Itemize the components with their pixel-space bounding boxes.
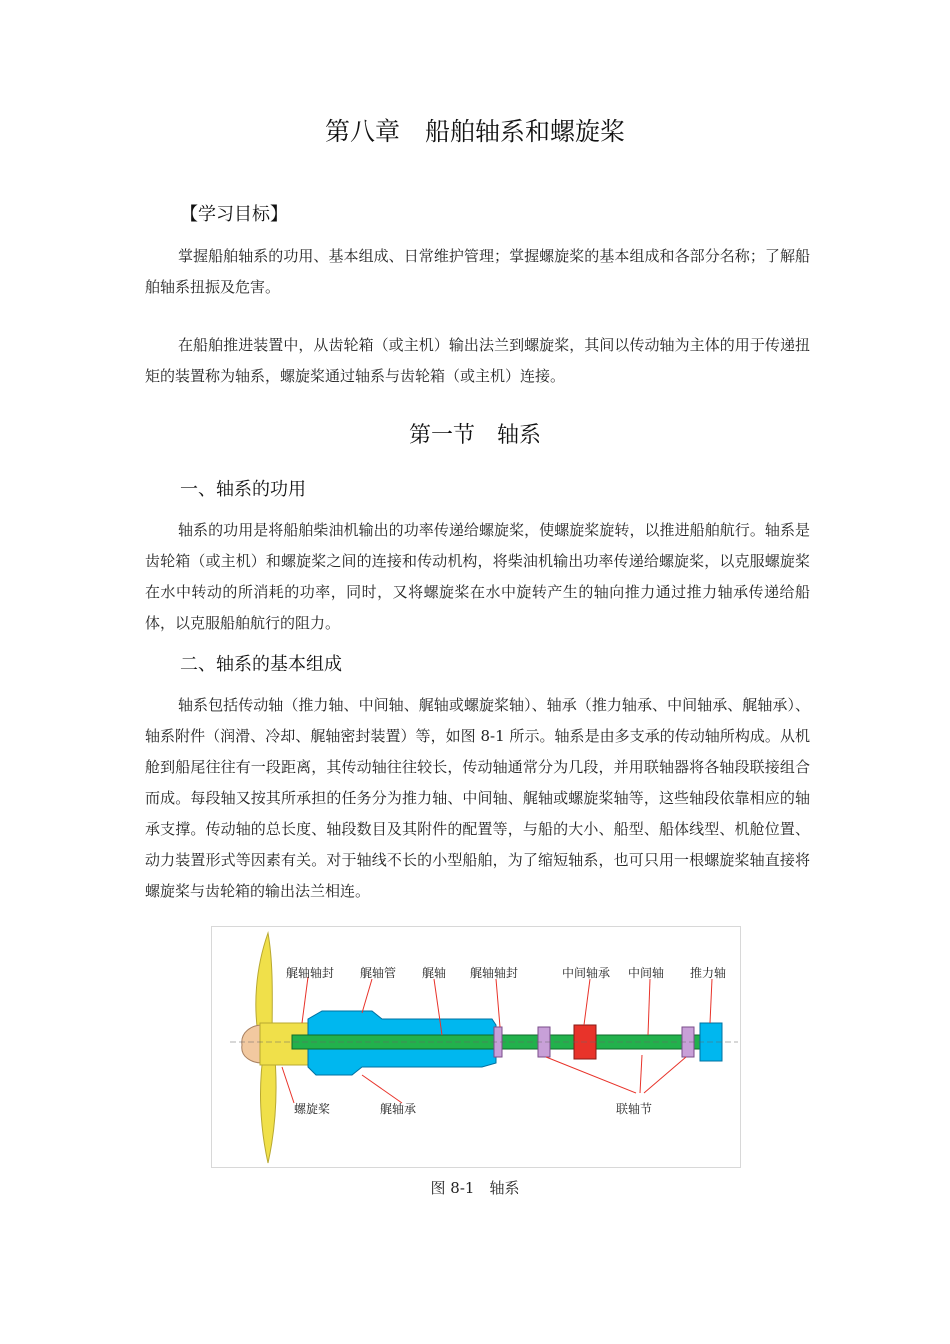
section-title: 第一节 轴系 xyxy=(408,423,541,448)
composition-paragraph: 轴系包括传动轴（推力轴、中间轴、艉轴或螺旋桨轴）、轴承（推力轴承、中间轴承、艉轴承）、轴系附件（润滑、冷却、艉轴密封装置）等，如图 8-1 所示。轴系是由多支承的传动轴所构成。从机舱到船尾往往有一段距离，其传动轴往往较长，传动轴通常分为几段，并用联轴器将各轴段联接组合而成。每段轴又按其所承担的任务分为推力轴、中间轴、艉轴或螺旋桨轴等，这些轴段依靠相应的轴承支撑。传动轴的总长度、轴段数目及其附件的配置等，与船的大小、船型、船体线型、机舱位置、动力装置形式等因素有关。对于轴线不长的小型船舶，为了缩短轴系，也可只用一根螺旋桨轴直接将螺旋桨与齿轮箱的输出法兰相连。 xyxy=(145,696,810,900)
subsection-heading-composition: 二、轴系的基本组成 xyxy=(180,654,342,675)
label-stern-tube: 艉轴管 xyxy=(360,966,397,980)
label-stern-seal: 艉轴轴封 xyxy=(286,966,335,980)
label-stern-shaft: 艉轴 xyxy=(422,966,447,980)
label-intermediate-bearing: 中间轴承 xyxy=(562,966,611,980)
label-stern-bearing: 艉轴承 xyxy=(380,1102,417,1116)
label-coupling: 联轴节 xyxy=(616,1102,653,1116)
shafting-diagram xyxy=(212,927,740,1167)
label-intermediate-shaft: 中间轴 xyxy=(628,966,665,980)
learning-goal-heading: 【学习目标】 xyxy=(180,204,288,225)
label-thrust-shaft: 推力轴 xyxy=(690,966,727,980)
function-paragraph: 轴系的功用是将船舶柴油机输出的功率传递给螺旋桨，使螺旋桨旋转，以推进船舶航行。轴系是齿轮箱（或主机）和螺旋桨之间的连接和传动机构，将柴油机输出功率传递给螺旋桨，以克服螺旋桨在水中转动的所消耗的功率，同时，又将螺旋桨在水中旋转产生的轴向推力通过推力轴承传递给船体，以克服船舶航行的阻力。 xyxy=(145,521,810,632)
figure-caption: 图 8-1 轴系 xyxy=(430,1179,520,1197)
label-propeller: 螺旋桨 xyxy=(294,1102,331,1116)
chapter-title: 第八章 船舶轴系和螺旋桨 xyxy=(324,117,625,146)
subsection-heading-function: 一、轴系的功用 xyxy=(180,479,306,500)
propeller-cap xyxy=(242,1025,262,1063)
label-stern-shaft-seal: 艉轴轴封 xyxy=(470,966,519,980)
intro-paragraph: 在船舶推进装置中，从齿轮箱（或主机）输出法兰到螺旋桨，其间以传动轴为主体的用于传递扭矩的装置称为轴系，螺旋桨通过轴系与齿轮箱（或主机）连接。 xyxy=(145,336,810,385)
shafting-figure xyxy=(211,926,741,1168)
learning-goal-text: 掌握船舶轴系的功用、基本组成、日常维护管理；掌握螺旋桨的基本组成和各部分名称；了解船舶轴系扭振及危害。 xyxy=(145,247,810,296)
